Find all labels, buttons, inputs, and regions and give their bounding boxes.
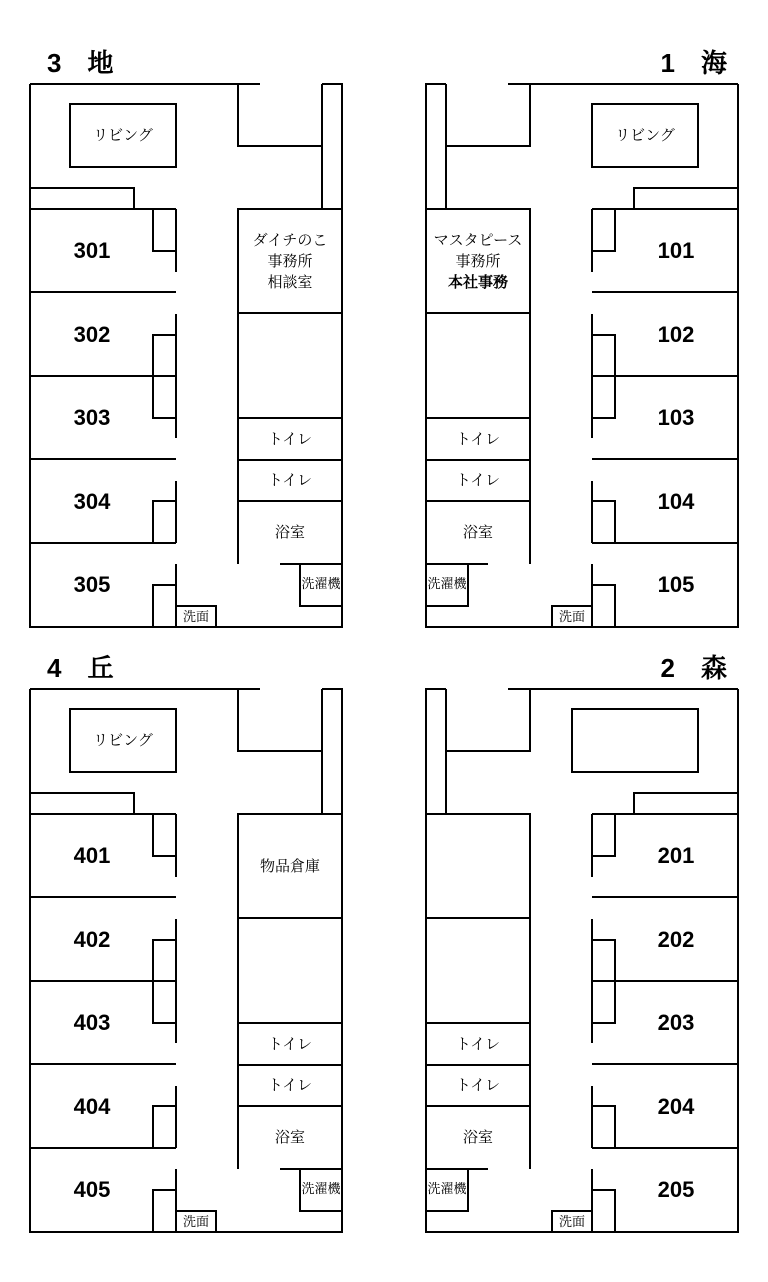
floor-3-toilet-1: トイレ bbox=[267, 431, 313, 448]
floor-4-toilet-1: トイレ bbox=[267, 1036, 313, 1053]
floor-2-walls bbox=[426, 689, 738, 1232]
floor-3-office-line-2: 事務所 bbox=[267, 253, 313, 270]
floor-2-toilet-1: トイレ bbox=[455, 1036, 501, 1053]
room-202-label: 202 bbox=[657, 927, 695, 952]
floor-4-storage-label: 物品倉庫 bbox=[259, 858, 321, 875]
room-404-label: 404 bbox=[73, 1094, 111, 1119]
floor-1-toilet-2: トイレ bbox=[455, 472, 501, 489]
room-102-label: 102 bbox=[657, 322, 695, 347]
floor-4-walls bbox=[30, 689, 342, 1232]
floor-3-office-line-1: ダイチのこ bbox=[252, 232, 328, 249]
floor-1-office-line-2: 事務所 bbox=[455, 253, 501, 270]
room-403-label: 403 bbox=[73, 1010, 111, 1035]
floor-2-bath: 浴室 bbox=[462, 1129, 494, 1146]
room-101-label: 101 bbox=[657, 238, 695, 263]
room-402-label: 402 bbox=[73, 927, 111, 952]
floor-2 bbox=[426, 653, 738, 1232]
floor-3 bbox=[30, 48, 342, 627]
room-304-label: 304 bbox=[73, 489, 111, 514]
floor-2-title: 2 森 bbox=[660, 653, 727, 683]
floor-1-title: 1 海 bbox=[660, 48, 727, 78]
room-301-label: 301 bbox=[73, 238, 111, 263]
room-204-label: 204 bbox=[657, 1094, 695, 1119]
floor-2-sink: 洗面 bbox=[558, 1214, 586, 1229]
room-105-label: 105 bbox=[657, 572, 695, 597]
room-401-label: 401 bbox=[73, 843, 111, 868]
room-104-label: 104 bbox=[657, 489, 695, 514]
floor-2-toilet-2: トイレ bbox=[455, 1077, 501, 1094]
floor-3-toilet-2: トイレ bbox=[267, 472, 313, 489]
floor-3-living-label: リビング bbox=[93, 127, 153, 144]
room-103-label: 103 bbox=[657, 405, 695, 430]
floor-3-office-line-3: 相談室 bbox=[267, 274, 313, 291]
floor-4-sink: 洗面 bbox=[182, 1214, 210, 1229]
floor-4-title: 4 丘 bbox=[47, 653, 114, 683]
room-303-label: 303 bbox=[73, 405, 111, 430]
floor-1-sink: 洗面 bbox=[558, 609, 586, 624]
room-305-label: 305 bbox=[73, 572, 111, 597]
floor-3-bath: 浴室 bbox=[274, 524, 306, 541]
floor-4-toilet-2: トイレ bbox=[267, 1077, 313, 1094]
floor-1-office-line-3: 本社事務 bbox=[447, 274, 509, 291]
room-405-label: 405 bbox=[73, 1177, 111, 1202]
floor-3-washer: 洗濯機 bbox=[301, 576, 341, 591]
floor-4-living-label: リビング bbox=[93, 732, 153, 749]
room-302-label: 302 bbox=[73, 322, 111, 347]
floor-1-living-label: リビング bbox=[615, 127, 675, 144]
floor-4-bath: 浴室 bbox=[274, 1129, 306, 1146]
floor-1-toilet-1: トイレ bbox=[455, 431, 501, 448]
floor-1-bath: 浴室 bbox=[462, 524, 494, 541]
floor-3-sink: 洗面 bbox=[182, 609, 210, 624]
floor-4 bbox=[30, 653, 342, 1232]
room-205-label: 205 bbox=[657, 1177, 695, 1202]
floor-2-washer: 洗濯機 bbox=[427, 1181, 467, 1196]
floor-1-office-line-1: マスタピース bbox=[433, 232, 523, 249]
room-203-label: 203 bbox=[657, 1010, 695, 1035]
floor-3-walls bbox=[30, 84, 342, 627]
floor-1 bbox=[426, 48, 738, 627]
floor-3-title: 3 地 bbox=[47, 48, 114, 78]
floor-4-washer: 洗濯機 bbox=[301, 1181, 341, 1196]
floor-1-washer: 洗濯機 bbox=[427, 576, 467, 591]
room-201-label: 201 bbox=[657, 843, 695, 868]
floor-1-walls bbox=[426, 84, 738, 627]
